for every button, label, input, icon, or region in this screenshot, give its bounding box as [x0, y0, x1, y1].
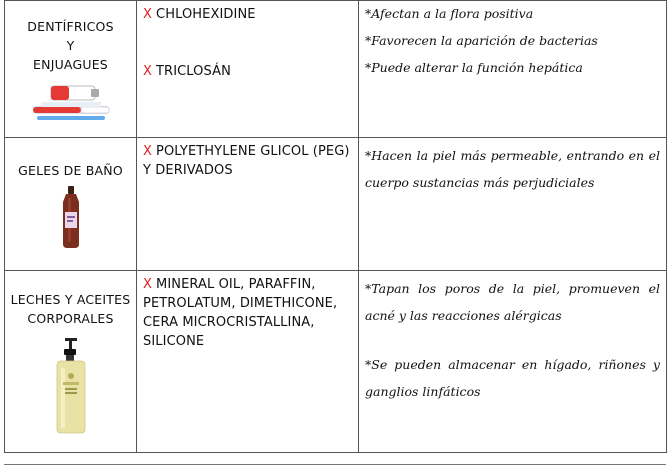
- product-cell: [5, 1, 137, 138]
- body-oil-pump-bottle-image: [51, 338, 91, 434]
- product-name-line: GELES DE BAÑO: [18, 162, 123, 178]
- effects-cell: [359, 1, 667, 138]
- x-marker: X: [143, 144, 153, 159]
- ingredients-cell: [137, 138, 359, 271]
- effect-item: *Hacen la piel más permeable, entrando en el cuerpo sustancias más perjudiciales: [365, 148, 660, 190]
- table-row: [5, 138, 667, 271]
- product-cell: [5, 271, 137, 453]
- product-cell: [5, 138, 137, 271]
- shower-gel-bottle-image: [59, 186, 83, 248]
- table-row: [5, 271, 667, 453]
- x-marker: X: [143, 7, 153, 22]
- x-marker: X: [143, 277, 153, 292]
- effect-item: *Tapan los poros de la piel, promueven el acné y las reacciones alérgicas: [365, 281, 660, 323]
- ingredient-item: X POLYETHYLENE GLICOL (PEG) Y DERIVADOS: [143, 144, 350, 178]
- product-name-line: ENJUAGUES: [33, 56, 108, 72]
- ingredient-item: X CHLOHEXIDINE: [143, 7, 256, 22]
- effect-item: *Se pueden almacenar en hígado, riñones y ganglios linfáticos: [365, 357, 660, 399]
- ingredients-table: [4, 0, 667, 453]
- x-marker: X: [143, 64, 153, 79]
- ingredients-cell: [137, 271, 359, 453]
- product-name-line: CORPORALES: [27, 310, 114, 326]
- effects-cell: [359, 271, 667, 453]
- ingredient-item: X MINERAL OIL, PARAFFIN, PETROLATUM, DIMETHICONE, CERA MICROCRISTALLINA, SILICONE: [143, 277, 338, 349]
- page-divider: [4, 464, 666, 465]
- effect-item: *Favorecen la aparición de bacterias: [365, 33, 598, 48]
- ingredients-cell: [137, 1, 359, 138]
- product-name-line: Y: [66, 37, 75, 53]
- toothbrush-with-toothpaste-image: [31, 80, 111, 122]
- ingredient-item: X TRICLOSÁN: [143, 64, 231, 79]
- product-name-line: LECHES Y ACEITES: [10, 291, 131, 307]
- table-row: [5, 1, 667, 138]
- effect-item: *Puede alterar la función hepática: [365, 60, 583, 75]
- effect-item: *Afectan a la flora positiva: [365, 6, 534, 21]
- effects-cell: [359, 138, 667, 271]
- product-name-line: DENTÍFRICOS: [27, 18, 114, 34]
